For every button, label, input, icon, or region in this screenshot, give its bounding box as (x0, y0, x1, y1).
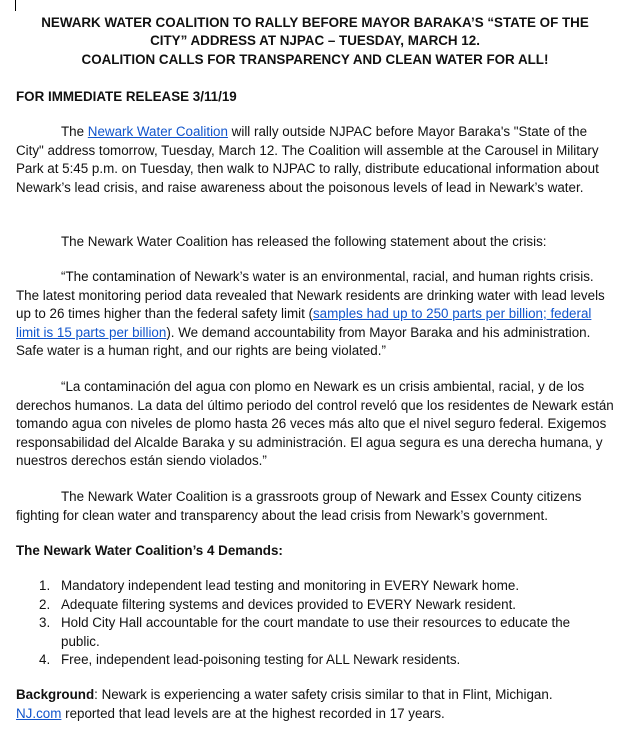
quote-english (16, 268, 616, 361)
list-item (16, 577, 608, 596)
intro-paragraph (16, 123, 616, 197)
list-item-text: Adequate filtering systems and devices provided to EVERY Newark resident. (61, 596, 517, 612)
release-date: FOR IMMEDIATE RELEASE 3/11/19 (16, 89, 237, 104)
statement-intro-text: The Newark Water Coalition has released the following statement about the crisis: (61, 234, 547, 249)
background-paragraph (16, 686, 616, 723)
demands-title: The Newark Water Coalition’s 4 Demands: (16, 543, 283, 558)
njcom-link[interactable]: NJ.com (16, 705, 62, 721)
quote-spanish (16, 378, 616, 471)
about-text: The Newark Water Coalition is a grassroots group of Newark and Essex County citizens fighting for clean water and transparency about the lead crisis from Newark’s government. (16, 489, 582, 523)
list-item (16, 596, 608, 615)
intro-text-start: The (61, 124, 88, 139)
demands-list (16, 577, 608, 670)
text-cursor (15, 0, 16, 11)
background-label: Background (16, 687, 95, 702)
headline-line-2: CITY” ADDRESS AT NJPAC – TUESDAY, MARCH 12. (150, 33, 480, 49)
background-text-2: reported that lead levels are at the highest recorded in 17 years. (61, 705, 445, 721)
intro-text-end: will rally outside NJPAC before Mayor Baraka's "State of the City" address tomorrow, Tuesday, March 12. The Coalition will assemble at the Carousel in Military Park at 5:45 p.m. on Tuesday, then walk to NJPAC to rally, distribute educational information about Newark’s lead crisis, and raise awareness about the poisonous levels of lead in Newark’s water. (16, 124, 599, 195)
quote-english-end: ). We demand accountability from Mayor Baraka and his administration. Safe water is a human right, and our rights are being violated.” (16, 324, 591, 358)
quote-english-start: “The contamination of Newark’s water is an environmental, racial, and human rights crisis. The latest monitoring period data revealed that Newark residents are drinking water with lead levels up to 26 times higher than the federal safety limit ( (16, 269, 605, 321)
background-text-1: : Newark is experiencing a water safety crisis similar to that in Flint, Michigan. (94, 687, 553, 702)
list-item-text: Mandatory independent lead testing and monitoring in EVERY Newark home. (61, 578, 520, 593)
about-paragraph (16, 488, 616, 525)
list-item-number: 4. (39, 652, 51, 667)
list-item-number: 3. (39, 615, 51, 630)
list-item-text: Free, independent lead-poisoning testing for ALL Newark residents. (61, 652, 461, 667)
list-item-text: Hold City Hall accountable for the court mandate to use their resources to educate the public. (61, 615, 571, 649)
list-item (16, 651, 608, 670)
statement-intro (16, 233, 616, 252)
headline (16, 14, 614, 69)
list-item-number: 1. (39, 578, 51, 593)
list-item (16, 614, 608, 651)
samples-link[interactable]: samples had up to 250 parts per billion; federal limit is 15 parts per billion (16, 306, 592, 340)
quote-spanish-text: “La contaminación del agua con plomo en Newark es un crisis ambiental, racial, y de los derechos humanos. La data del último periodo del control reveló que los residentes de Newark están tomando agua con niveles de plomo hasta 26 veces más alto que el nivel seguro federal. Exigemos responsabilidad del Alcalde Baraka y su administración. El agua segura es una derecha humana, y nuestros derechos están siendo violados.” (16, 379, 614, 468)
coalition-link[interactable]: Newark Water Coalition (87, 124, 228, 139)
headline-line-3: COALITION CALLS FOR TRANSPARENCY AND CLEAN WATER FOR ALL! (81, 51, 549, 67)
list-item-number: 2. (39, 596, 51, 612)
headline-line-1: NEWARK WATER COALITION TO RALLY BEFORE MAYOR BARAKA’S “STATE OF THE (41, 15, 589, 30)
